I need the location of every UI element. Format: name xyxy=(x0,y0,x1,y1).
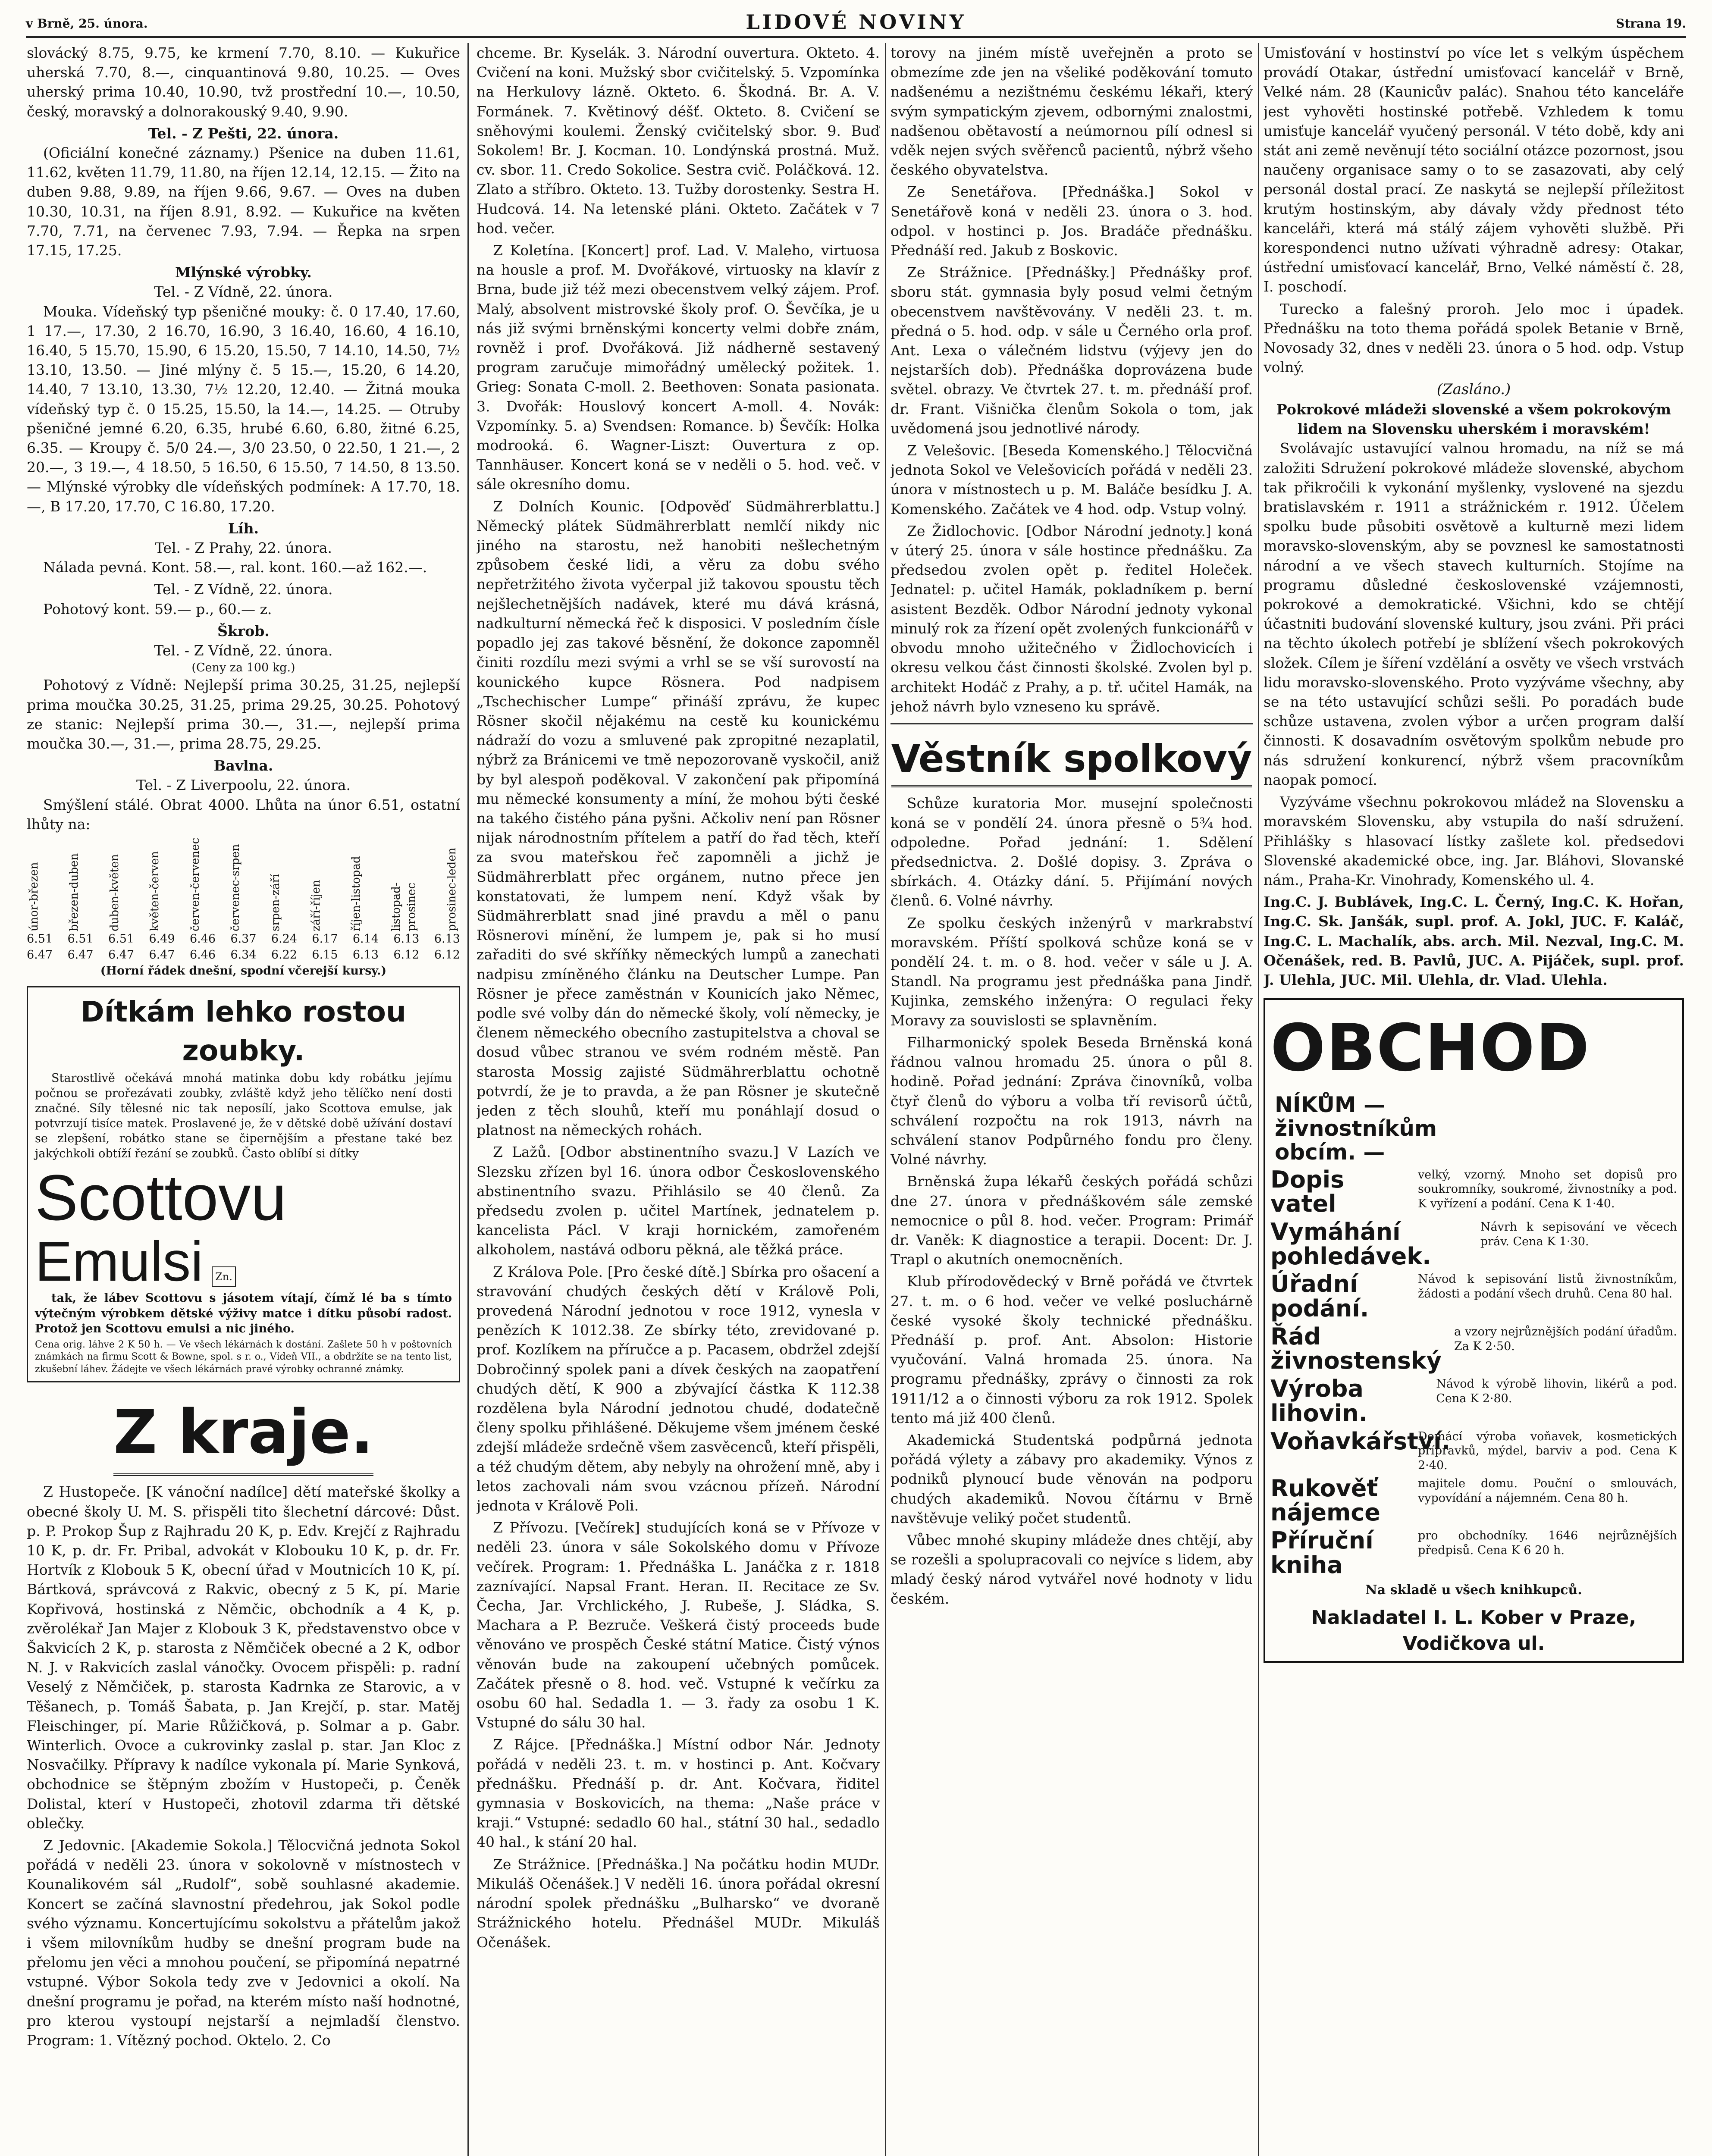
article: Umisťování v hostinství po více let s velkým úspěchem provádí Otakar, ústřední umisťovací kancelář v Brně, Velké nám. 28 (Kaunicův palác). Snahou této kanceláře jest vyhověti hostinské potřebě. Vzhledem k tomu umisťuje kancelář vyučený personál. V této době, kdy ani stát ani země nevěnují této sociální otázce pozornost, jsou naučeny organisace samy o to se zasazovati, aby celý personál dostal prací. Ze naskytá se nejlepší příležitost krutým hostinským, aby dávaly vždy přednost této kanceláři, která má stálý zájem vyhověti službě. Při korespondenci nutno užívati výhradně adresy: Otakar, ústřední umisťovací kancelář, Brno, Velké náměstí č. 28, I. poschodí. xyxy=(1264,44,1684,295)
market-text: Smýšlení stálé. Obrat 4000. Lhůta na únor 6.51, ostatní lhůty na: xyxy=(27,796,460,833)
table-cell: 6.47 xyxy=(27,948,53,962)
table-note: (Horní řádek dnešní, spodní včerejší kursy.) xyxy=(100,964,387,978)
section-title xyxy=(890,733,1253,788)
ad-item xyxy=(1270,1429,1677,1473)
article: Turecko a falešný proroh. Jelo moc i úpadek. Přednášku na toto thema pořádá spolek Betanie v Brně, Novosady 32, dnes v neděli 23. února o 5 hod. odp. Vstup volný. xyxy=(1264,300,1684,376)
ad-item-text: Návod k sepisování listů živnostníkům, žádosti a podání všech druhů. Cena 80 hal. xyxy=(1418,1272,1677,1301)
market-text: Mouka. Vídeňský typ pšeničné mouky: č. 0 17.40, 17.60, 1 17.—, 17.30, 2 16.70, 16.90, 3 16.40, 16.60, 4 16.10, 16.40, 5 15.70, 15.90, 6 15.20, 15.50, 7 14.10, 14.50, 7½ 13.10, 13.50. — Jiné mlýny č. 5 15.—, 15.20, 6 14.20, 14.40, 7 13.10, 13.30, 7½ 12.20, 12.40. — Žitná mouka vídeňský typ č. 0 15.25, 15.50, la 14.—, 14.25. — Otruby pšeničné jemné 6.20, 6.35, hrubé 6.60, 6.80, žitné 6.25, 6.35. — Kroupy č. 5/0 24.—, 3/0 23.50, 0 22.50, 1 21.—, 2 20.—, 3 19.—, 4 18.50, 5 16.50, 6 15.50, 7 14.50, 8 13.50. — Mlýnské výrobky dle vídeňských podmínek: A 17.70, 18.—, B 17.20, 17.70, C 16.80, 17.20. xyxy=(27,303,460,515)
table-header: říjen-listopad xyxy=(350,856,363,932)
ad-headline: OBCHOD xyxy=(1270,1011,1590,1086)
section-subheading: Tel. - Z Vídně, 22. února. xyxy=(154,581,333,598)
ad-item xyxy=(1270,1220,1677,1269)
table-cell: 6.51 xyxy=(67,932,94,946)
issue-date: v Brně, 25. února. xyxy=(26,16,148,31)
page-number: Strana 19. xyxy=(1615,16,1686,31)
section-subheading: Tel. - Z Prahy, 22. února. xyxy=(154,539,332,557)
table-cell: 6.14 xyxy=(352,932,379,946)
article: Schůze kuratoria Mor. musejní společnosti koná se v pondělí 24. února přesně o 5¾ hod. odpoledne. Pořad jednání: 1. Sdělení předsednictva. 2. Došlé dopisy. 3. Zpráva o sbírkách. 4. Otázky dání. 5. Přijímání nových členů. 6. Volné návrhy. xyxy=(890,795,1253,909)
column-rule xyxy=(1258,43,1259,2156)
table-cell: 6.47 xyxy=(108,948,135,962)
table-cell: 6.37 xyxy=(230,932,257,946)
ad-footer: Na skladě u všech knihkupců. xyxy=(1365,1582,1582,1598)
table-header: duben-květen xyxy=(108,854,121,932)
ad-subhead-line: NÍKŮM — xyxy=(1275,1092,1386,1117)
ad-item-title: Příruční kniha xyxy=(1270,1527,1373,1579)
column-4 xyxy=(1264,43,1684,2156)
market-text: Pohotový kont. 59.— p., 60.— z. xyxy=(43,600,272,617)
article: Z Velešovic. [Beseda Komenského.] Tělocvičná jednota Sokol ve Velešovicích pořádá v neděli 23. února v místnostech u p. M. Baláče besídku J. A. Komenského. Začátek ve 4 hod. odp. Vstup volný. xyxy=(890,442,1253,517)
table-cell: 6.24 xyxy=(271,932,298,946)
article: Ze spolku českých inženýrů v markrabství moravském. Příští spolková schůze koná se v pondělí 24. t. m. o 8. hod. večer v sále u J. A. Standl. Na programu jest přednáška pana Jindř. Kujinka, zemského inženýra: O regulaci řeky Moravy za souvislosti se splavněním. xyxy=(890,914,1253,1029)
table-cell: 6.12 xyxy=(393,948,420,962)
ad-item-text: velký, vzorný. Mnoho set dopisů pro soukromníky, soukromé, živnostníky a pod. K vyřízení a podání. Cena K 1·40. xyxy=(1418,1168,1677,1211)
ad-fineprint: Cena orig. láhve 2 K 50 h. — Ve všech lékárnách k dostání. Zašlete 50 h v poštovních známkách na firmu Scott & Bowne, spol. s r. o., Vídeň VII., a obdržíte se na tento list, zkušební láhev. Žádejte ve všech lékárnách pravé výrobky ochranné známky. xyxy=(35,1339,452,1375)
section-heading: Bavlna. xyxy=(213,757,273,774)
table-header: červenec-srpen xyxy=(229,844,242,932)
section-subheading: Tel. - Z Vídně, 22. února. xyxy=(154,642,333,659)
article: Z Koletína. [Koncert] prof. Lad. V. Maleho, virtuosa na housle a prof. M. Dvořákové, virtuosky na klavír z Brna, bude již též mezi obecenstvem velký zájem. Prof. Malý, absolvent mistrovské školy prof. O. Ševčíka, je u nás již svými brněnskými koncerty velmi dobře znám, rovněž i prof. Dvořáková. Již nádherně sestavený program zaručuje mimořádný umělecký požitek. 1. Grieg: Sonata C-moll. 2. Beethoven: Sonata pasionata. 3. Dvořák: Houslový koncert A-moll. 4. Novák: Vzpomínky. 5. a) Svendsen: Romance. b) Ševčík: Holka modrooká. 6. Wagner-Liszt: Ouvertura z op. Tannhäuser. Koncert koná se v neděli o 5. hod. več. v sále okresního domu. xyxy=(477,242,880,493)
ad-item-title: Výroba lihovin. xyxy=(1270,1375,1368,1427)
article: Z Rájce. [Přednáška.] Místní odbor Nár. Jednoty pořádá v neděli 23. t. m. v hostinci p. Ant. Kočvary přednášku. Přednáší p. dr. Ant. Kočvara, řiditel gymnasia v Boskovicích, na thema: „Naše práce v kraji.“ Vstupné: sedadlo 60 hal., státní 30 hal., sedadlo 40 hal., k stání 20 hal. xyxy=(477,1736,880,1851)
ad-item-title: Úřadní podání. xyxy=(1270,1270,1369,1322)
table-cell: 6.47 xyxy=(67,948,94,962)
table-header: březen-duben xyxy=(68,853,81,932)
ad-item xyxy=(1270,1476,1677,1525)
section-heading: Líh. xyxy=(228,520,259,537)
ad-item xyxy=(1270,1322,1677,1375)
market-text: Pohotový z Vídně: Nejlepší prima 30.25, 31.25, nejlepší prima moučka 30.25, 31.25, prima 29.25, 30.25. Pohotový ze stanic: Nejlepší prima 30.—, 31.—, nejlepší prima moučka 30.—, 31.—, prima 28.75, 29.25. xyxy=(27,677,460,752)
ad-subhead-line: živnostníkům xyxy=(1275,1116,1437,1141)
ad-brand: Scottovu xyxy=(35,1161,287,1234)
article: Ze Strážnice. [Přednášky.] Přednášky prof. sboru stát. gymnasia byly posud velmi četným obecenstvem navštěvovány. V neděli 23. t. m. předná o 5. hod. odp. v sále u Černého orla prof. Ant. Lexa o válečném lidstvu (výjevy jen do nejstarších dob). Přednáška doprovázena bude světel. obrazy. Ve čtvrtek 27. t. m. přednáší prof. dr. Frant. Višnička členům Sokola o tom, jak uvědomená jsou jednotlivé národy. xyxy=(890,264,1253,437)
market-text: slovácký 8.75, 9.75, ke krmení 7.70, 8.10. — Kukuřice uherská 7.70, 8.—, cinquantinová 9.80, 10.25. — Oves uherský prima 10.40, 10.90, tvž prostřední 10.—, 10.50, český, moravský a dolnorakouský 9.40, 9.90. xyxy=(27,44,460,120)
column-3 xyxy=(890,43,1253,2156)
table-cell: 6.13 xyxy=(352,948,379,962)
ad-text: tak, že lábev Scottovu s jásotem vítají, čímž lé ba s tímto výtečným výrobkem dětské výživy matce i dítku působí radost. Protož jen Scottovu emulsi a nic jiného. xyxy=(35,1291,452,1335)
masthead xyxy=(26,6,1686,38)
table-cell: 6.12 xyxy=(434,948,460,962)
article: Ze Senetářova. [Přednáška.] Sokol v Senetářově koná v neděli 23. února o 3. hod. odpol. v hostinci p. Jos. Bradáče přednášku. Přednáší red. Jakub z Boskovic. xyxy=(890,183,1253,259)
zaslano-heading: (Zasláno.) xyxy=(1436,381,1511,398)
section-heading: Tel. - Z Pešti, 22. února. xyxy=(148,125,339,142)
section-heading: Škrob. xyxy=(217,622,270,639)
column-rule xyxy=(885,43,886,2156)
table-row xyxy=(27,931,460,947)
signatures: Ing.C. J. Bublávek, Ing.C. L. Černý, Ing.C. K. Hořan, Ing.C. Sk. Janšák, supl. prof. A. Jokl, JUC. F. Kaláč, Ing.C. L. Machalík, abs. arch. Mil. Nezval, Ing.C. M. Očenášek, red. B. Pavlů, JUC. A. Pijáček, supl. prof. J. Ulehla, JUC. Mil. Ulehla, dr. Vlad. Ulehla. xyxy=(1264,893,1684,988)
ad-item-text: Návrh k sepisování ve věcech práv. Cena K 1·30. xyxy=(1480,1220,1677,1248)
publisher-ad xyxy=(1264,998,1684,1663)
article: Klub přírodovědecký v Brně pořádá ve čtvrtek 27. t. m. o 6 hod. večer ve velké posluchárně české vysoké školy technické přednášku. Přednáší p. prof. Ant. Absolon: Historie vyučování. Valná hromada 25. února. Na programu přednášky, zprávy o činnosti za rok 1911/12 a o činnosti výboru za rok 1912. Spolek tento má již 400 členů. xyxy=(890,1273,1253,1426)
ad-item xyxy=(1270,1272,1677,1321)
ad-item-text: pro obchodníky. 1646 nejrůznějších předpisů. Cena K 6 20 h. xyxy=(1418,1529,1677,1557)
table-row xyxy=(27,947,460,963)
article: Z Lažů. [Odbor abstinentního svazu.] V Lazích ve Slezsku zřízen byl 16. února odbor Československého abstinentního svazu. Přihlásilo se 40 členů. Za předsedu zvolen p. učitel Martínek, jednatelem p. kancelista Pácl. V kraji hornickém, zamořeném alkoholem, nastává odboru pěkná, ale těžká práce. xyxy=(477,1144,880,1258)
table-cell: 6.15 xyxy=(312,948,338,962)
table-header: září-říjen xyxy=(309,880,323,932)
ad-item-text: a vzory nejrůznějších podání úřadům. Za K 2·50. xyxy=(1454,1325,1677,1353)
column-rule xyxy=(467,43,469,2156)
table-cell: 6.47 xyxy=(149,948,175,962)
table-header: listopad-prosinec xyxy=(390,882,418,932)
article: Akademická Studentská podpůrná jednota pořádá výlety a zábavy pro akademiky. Výnos z podniků plynoucí bude věnován na podporu chudých akademiků. Novou čítárnu v Brně navštěvuje veliký počet studentů. xyxy=(890,1431,1253,1526)
table-cell: 6.49 xyxy=(149,932,175,946)
newspaper-title: LIDOVÉ NOVINY xyxy=(746,10,966,34)
ad-headline: Dítkám lehko rostou zoubky. xyxy=(80,995,406,1068)
section-title xyxy=(27,1391,460,1476)
section-subheading: Tel. - Z Liverpoolu, 22. února. xyxy=(136,777,351,794)
article: Z Králova Pole. [Pro české dítě.] Sbírka pro ošacení a stravování chudých českých dětí v Králově Poli, provedená Národní jednotou v roce 1912, vynesla v penězích K 1012.38. Ze sbírky této, zrevidované p. prof. Kozlíkem na příručce a p. Pacasem, obdržel zdejší Dobročinný spolek pani a dívek českých na zaopatření chudých dětí, K 900 a zbývající částka K 112.38 rozdělena byla Národní jednotou chudé, dodatečně členy spolku přihlášené. Děkujeme všem jménem české zdejší mládeže srdečně všem zasvěcenců, kteří přispěli, a též chudým dětem, aby nebyly na ohrožení mně, aby i letos zachovali nám svou vzácnou přízeň. Národní jednota v Králově Poli. xyxy=(477,1263,880,1514)
market-text: Nálada pevná. Kont. 58.—, ral. kont. 160.—až 162.—. xyxy=(43,559,427,576)
zaslano-title: Pokrokové mládeži slovenské a všem pokrokovým lidem na Slovensku uherském i moravském! xyxy=(1276,401,1671,438)
market-text: (Oficiální konečné záznamy.) Pšenice na duben 11.61, 11.62, květen 11.79, 11.80, na říjen 12.14, 12.15. — Žito na duben 9.88, 9.89, na říjen 9.66, 9.67. — Oves na duben 10.30, 10.31, na říjen 8.91, 8.92. — Kukuřice na květen 7.70, 7.71, na červenec 7.93, 7.94. — Řepka na srpen 17.15, 17.25. xyxy=(27,144,460,259)
ad-item xyxy=(1270,1168,1677,1216)
ad-item-title: Dopis vatel xyxy=(1270,1166,1345,1218)
article: Z Hustopeče. [K vánoční nadílce] dětí mateřské školky a obecné školy U. M. S. přispěli tito šlechetní dárcové: Důst. p. P. Prokop Šup z Rajhradu 20 K, p. Edv. Krejčí z Rajhradu 10 K, p. dr. Fr. Pribal, advokát v Klobouku 10 K, p. dr. Fr. Hortvík z Klobouk 5 K, obecní úřad v Moutnicích 10 K, pí. Bártková, správcová z Rakvic, obecný z 5 K, pí. Marie Kopřivová, hostinská z Němčic, obchodník a 4 K, p. zvěrolékař Jan Majer z Klobouk 3 K, představenstvo obce v Šakvicích 2 K, p. starosta z Němčiček obecné a 2 K, odbor N. J. v Rakvicích zaslal vánočky. Ovocem přispěli: p. radní Veselý z Němčiček, p. starosta Kadrnka ze Starovic, a v Těšanech, p. Tomáš Šabata, p. Jan Krejčí, p. star. Matěj Fleischinger, pí. Marie Růžičková, p. Solmar a p. Gabr. Winterlich. Ovoce a cukrovinky zaslal p. star. Jan Kloc z Nosvačilky. Přípravy k nadílce vykonala pí. Marie Synková, obchodnice se štěpným zbožím v Hustopeči, p. Čeněk Dolistal, kterí v Hustopeči, zhotovil zdarma tři dětské oblečky. xyxy=(27,1483,460,1832)
table-header: prosinec-leden xyxy=(445,847,459,932)
table-cell: 6.17 xyxy=(312,932,338,946)
vestnik-title: Věstník spolkový xyxy=(891,733,1252,788)
article: Z Jedovnic. [Akademie Sokola.] Tělocvičná jednota Sokol pořádá v neděli 23. února v sokolovně v místnostech v Kounalikovém sál „Rudolf“, sobě souhlasné akademie. Koncert se začíná slavnostní předehrou, jak Sokol podle svého významu. Koncertujícímu sokolstvu a přátelům jakož i všem milovníkům hudby se dnešní program bude na přelomu jen věci a mnohou poučení, se připomíná nepatrné vstupné. Výbor Sokola tedy zve v Jedovnici a okolí. Na dnešní programu je pořad, na kterém místo naší hodnotné, pro kterou vystoupí nejstarší a nejmladší členstvo. Program: 1. Vítězný pochod. Oktelo. 2. Co xyxy=(27,1836,460,2049)
table-header: květen-červen xyxy=(148,851,162,932)
table-cell: 6.46 xyxy=(189,932,216,946)
cotton-table xyxy=(27,931,460,963)
table-cell: 6.46 xyxy=(189,948,216,962)
article: Ze Židlochovic. [Odbor Národní jednoty.] koná v úterý 25. února v sále hostince přednášku. Za předsedou zvolen opět p. ředitel Holeček. Jednatel: p. učitel Hamák, pokladníkem p. berní asistent Bezděk. Odbor Národní jednoty vykonal minulý rok za řízení opět zvolených funkcionářů v obvodu mnoho užitečného v Židlochovicích i okresu velkou část činnosti školské. Zvolen byl p. architekt Hodáč z Prahy, a p. tř. učitel Hamák, na jehož návrh bylo vzneseno ku správě. xyxy=(890,522,1253,715)
column-1 xyxy=(27,43,460,2156)
ad-subhead xyxy=(1275,1093,1437,1164)
table-header: srpen-září xyxy=(269,874,282,932)
cotton-table-header xyxy=(27,837,460,931)
divider xyxy=(890,723,1253,724)
ad-text: Starostlivě očekává mnohá matinka dobu kdy robátku jejímu počnou se prořezávati zoubky, zvláště když jeho tělíčko není dosti značné. Síly tělesné nic tak neposílí, jako Scottova emulse, jak potvrzují tisíce matek. Proslavené je, že v dětské době užívání dostaví se zlepšení, robátko stane se čipernějším a přestane také bez jakýchkoli obtíží řezání se zoubků. Často oblíbí si dítky xyxy=(35,1071,452,1161)
ad-item-text: Domácí výroba voňavek, kosmetických přípravků, mýdel, barviv a pod. Cena K 2·40. xyxy=(1418,1429,1677,1472)
article: Vyzýváme všechnu pokrokovou mládež na Slovensku a moravském Slovensku, aby vstupila do naší sdružení. Přihlášky s hlasovací lístky zašlete kol. předsedovi Slovenské akademické obce, ing. Jar. Bláhovi, Slovanské nám., Praha-Kr. Vinohrady, Komenského ul. 4. xyxy=(1264,793,1684,888)
ad-item-title: Rukověť nájemce xyxy=(1270,1474,1380,1526)
article: torovy na jiném místě uveřejněn a proto se obmezíme zde jen na všeliké poděkování tomuto nadšenému a nezištnému českému lékaři, který svým sympatickým zjevem, odbornými znalostmi, nadšenou obětavostí a neúmornou pílí odnesl si vděk nejen svých svěřenců pacientů, nýbrž všeho českého obyvatelstva. xyxy=(890,44,1253,179)
table-cell: 6.22 xyxy=(271,948,298,962)
kraje-title: Z kraje. xyxy=(113,1391,373,1476)
article: Z Přívozu. [Večírek] studujících koná se v Přívoze v neděli 23. února v sále Sokolského domu v Přívoze večírek. Program: 1. Přednáška L. Janáčka z r. 1818 zaznívající. Napsal Frant. Heran. II. Recitace ze Sv. Čecha, Jar. Vrchlického, J. Rubeše, J. Sládka, S. Machara a P. Bezruče. Veškerá čistý proceeds bude věnováno ve prospěch České státní Matice. Čistý výnos věnován bude na zakoupení učebných pomůcek. Začátek přesně o 8. hod. več. Vstupné k večírku za osobu 60 hal. Sedadla 1. — 3. řady za osobu 1 K. Vstupné do sálu 30 hal. xyxy=(477,1519,880,1731)
ad-subhead-line: obcím. — xyxy=(1275,1139,1385,1165)
article: Z Dolních Kounic. [Odpověď Südmährerblattu.] Německý plátek Südmährerblatt nemlčí nikdy nic jiného na starostu, než hanobiti nešlechetným způsobem české lidi, a věru za dobu svého nepřetržitého života vyčerpal již takovou spoustu těch nejšlechetnějších nadávek, které mu dává krásná, nadkulturní německá řeč k disposici. V posledním čísle popadlo jej zas takové běsnění, že dokonce zapomněl činiti rozdílu mezi svými a vrhl se se vší surovostí na kounického kupce Rösnera. Pod nadpisem „Tschechischer Lumpe“ přináší zprávu, že kupec Rösner skočil nějakému na cestě ku kounickému nádraží do vozu a smluvené pak zpropitné nezaplatil, nýbrž za Bránicemi ve tmě nepozorovaně vyskočil, aniž by byl alespoň poděkoval. V zakončení pak připomíná mu německé konsumenty a míní, že mohou býti české na takého čistého pána pyšni. Ačkoliv není pan Rösner nijak národnostním přítelem a patří do řad těch, kteří za svou mateřskou řeč zapomněli a jichž je Südmährerblatt přec orgánem, nutno přece jen konstatovati, že lumpem není. Když však by Südmährerblatt snad jiné pravdu a měl o panu Rösnerovi mínění, že lumpem je, pak si ho musí zařaditi do své skříňky německých lumpů a zanechati nadpisu zmíněného článku na Deutscher Lumpe. Pan Rösner je přece zaměstnán v Kounicích jako Němec, podle své volby dán do německé školy, volí německy, je členem německého obecního zastupitelstva a choval se dosud vůbec stranou ve svém rodném městě. Pan starosta Mossig zajisté Südmährerblattu ochotně potvrdí, že je to pravda, a že pan Rösner je skutečně jeden z těch slouhů, kteří mu ponáhlají dosud o platnost na německých rohách. xyxy=(477,498,880,1139)
ad-brand: Emulsi xyxy=(35,1229,204,1293)
article: Svolávajíc ustavující valnou hromadu, na níž se má založiti Sdružení pokrokové mládeže slovenské, abychom tak přikročili k vykonání myšlenky, vyslovené na sjezdu bratislavském r. 1911 a strážnickém r. 1912. Účelem spolku bude působiti osvětově a kulturně mezi lidem moravsko-slovenským, aby se povznesl ke samostatnosti národní a ve všech stavech kulturních. Stojíme na programu důsledné československé vzájemnosti, pokrokové a demokratické. Všichni, kdo se chtějí účastniti budování slovenské kultury, jsou zváni. Při práci na těchto úkolech potřebí je sblížení všech pokrokových složek. Cílem je šíření vzdělání a osvěty ve všech vrstvách lidu moravsko-slovenského. Proto vyzýváme všechny, aby se na této ustavující schůzi sešli. Po poradách bude schůze ustavena, zvolen výbor a určen program další činnosti. K dosavadním osvětovým spolkům nebude pro nás sdružení konkurencí, nýbrž všem pracovníkům naopak pomocí. xyxy=(1264,440,1684,788)
article: chceme. Br. Kyselák. 3. Národní ouvertura. Okteto. 4. Cvičení na koni. Mužský sbor cvičitelský. 5. Vzpomínka na Herkulovy lázně. Okteto. 6. Škodná. Br. A. V. Formánek. 7. Květinový déšť. Okteto. 8. Cvičení se sněhovými koulemi. Ženský cvičitelský sbor. 9. Buď Sokolem! Br. J. Kocman. 10. Londýnská prostná. Muž. cv. sbor. 11. Credo Sokolice. Sestra cvič. Poláčková. 12. Zlato a stříbro. Okteto. 13. Tužby dorostenky. Sestra H. Hudcová. 14. Na letenské pláni. Okteto. Začátek v 7 hod. večer. xyxy=(477,44,880,237)
section-subheading: Tel. - Z Vídně, 22. února. xyxy=(154,283,333,301)
ad-item-title: Vymáhání pohledávek. xyxy=(1270,1218,1431,1270)
publisher-name: Nakladatel I. L. Kober v Praze, Vodičkova ul. xyxy=(1311,1606,1637,1655)
ad-item xyxy=(1270,1377,1677,1426)
scott-emulsion-ad xyxy=(27,986,460,1382)
table-header: červen-červenec xyxy=(188,837,202,932)
table-cell: 6.51 xyxy=(108,932,135,946)
trademark-logo: Zn. xyxy=(212,1266,236,1288)
section-heading: Mlýnské výrobky. xyxy=(175,264,312,281)
article: Filharmonický spolek Beseda Brněnská koná řádnou valnou hromadu 25. února o půl 8. hodině. Pořad jednání: Zpráva činovníků, volba čtyř členů do výboru a volba tří revisorů účtů, schválení rozpočtu na rok 1913, návrh na schválení stanov Podpůrného fondu pro členy. Volné návrhy. xyxy=(890,1034,1253,1168)
ad-item xyxy=(1270,1529,1677,1577)
article: Brněnská župa lékařů českých pořádá schůzi dne 27. února v přednáškovém sále zemské nemocnice o půl 8. hod. večer. Program: Primář dr. Vaněk: K diagnostice a terapii. Docent: Dr. J. Trapl o akutních onemocněních. xyxy=(890,1173,1253,1268)
column-2 xyxy=(477,43,880,2156)
ad-item-title: Voňavkářství. xyxy=(1270,1427,1451,1455)
table-cell: 6.34 xyxy=(230,948,257,962)
article: Ze Strážnice. [Přednáška.] Na počátku hodin MUDr. Mikuláš Očenášek.] V neděli 16. února pořádal okresní národní spolek přednášku „Bulharsko“ ve dvoraně Strážnického hotelu. Přednášel MUDr. Mikuláš Očenášek. xyxy=(477,1855,880,1951)
table-cell: 6.13 xyxy=(393,932,420,946)
table-header: únor-březen xyxy=(28,862,41,932)
ad-item-text: Návod k výrobě lihovin, likérů a pod. Cena K 2·80. xyxy=(1436,1377,1677,1405)
table-cell: 6.51 xyxy=(27,932,53,946)
ad-item-title: Řád živnostenský xyxy=(1270,1322,1442,1375)
article: Vůbec mnohé skupiny mládeže dnes chtějí, aby se rozešli a spolupracovali co nejvíce s lidem, aby mladý český národ vytvářel nové hodnoty v lidu českém. xyxy=(890,1531,1253,1607)
section-note: (Ceny za 100 kg.) xyxy=(191,661,295,675)
ad-item-text: majitele domu. Pouční o smlouvách, vypovídání a nájemném. Cena 80 h. xyxy=(1418,1476,1677,1505)
table-cell: 6.13 xyxy=(434,932,460,946)
